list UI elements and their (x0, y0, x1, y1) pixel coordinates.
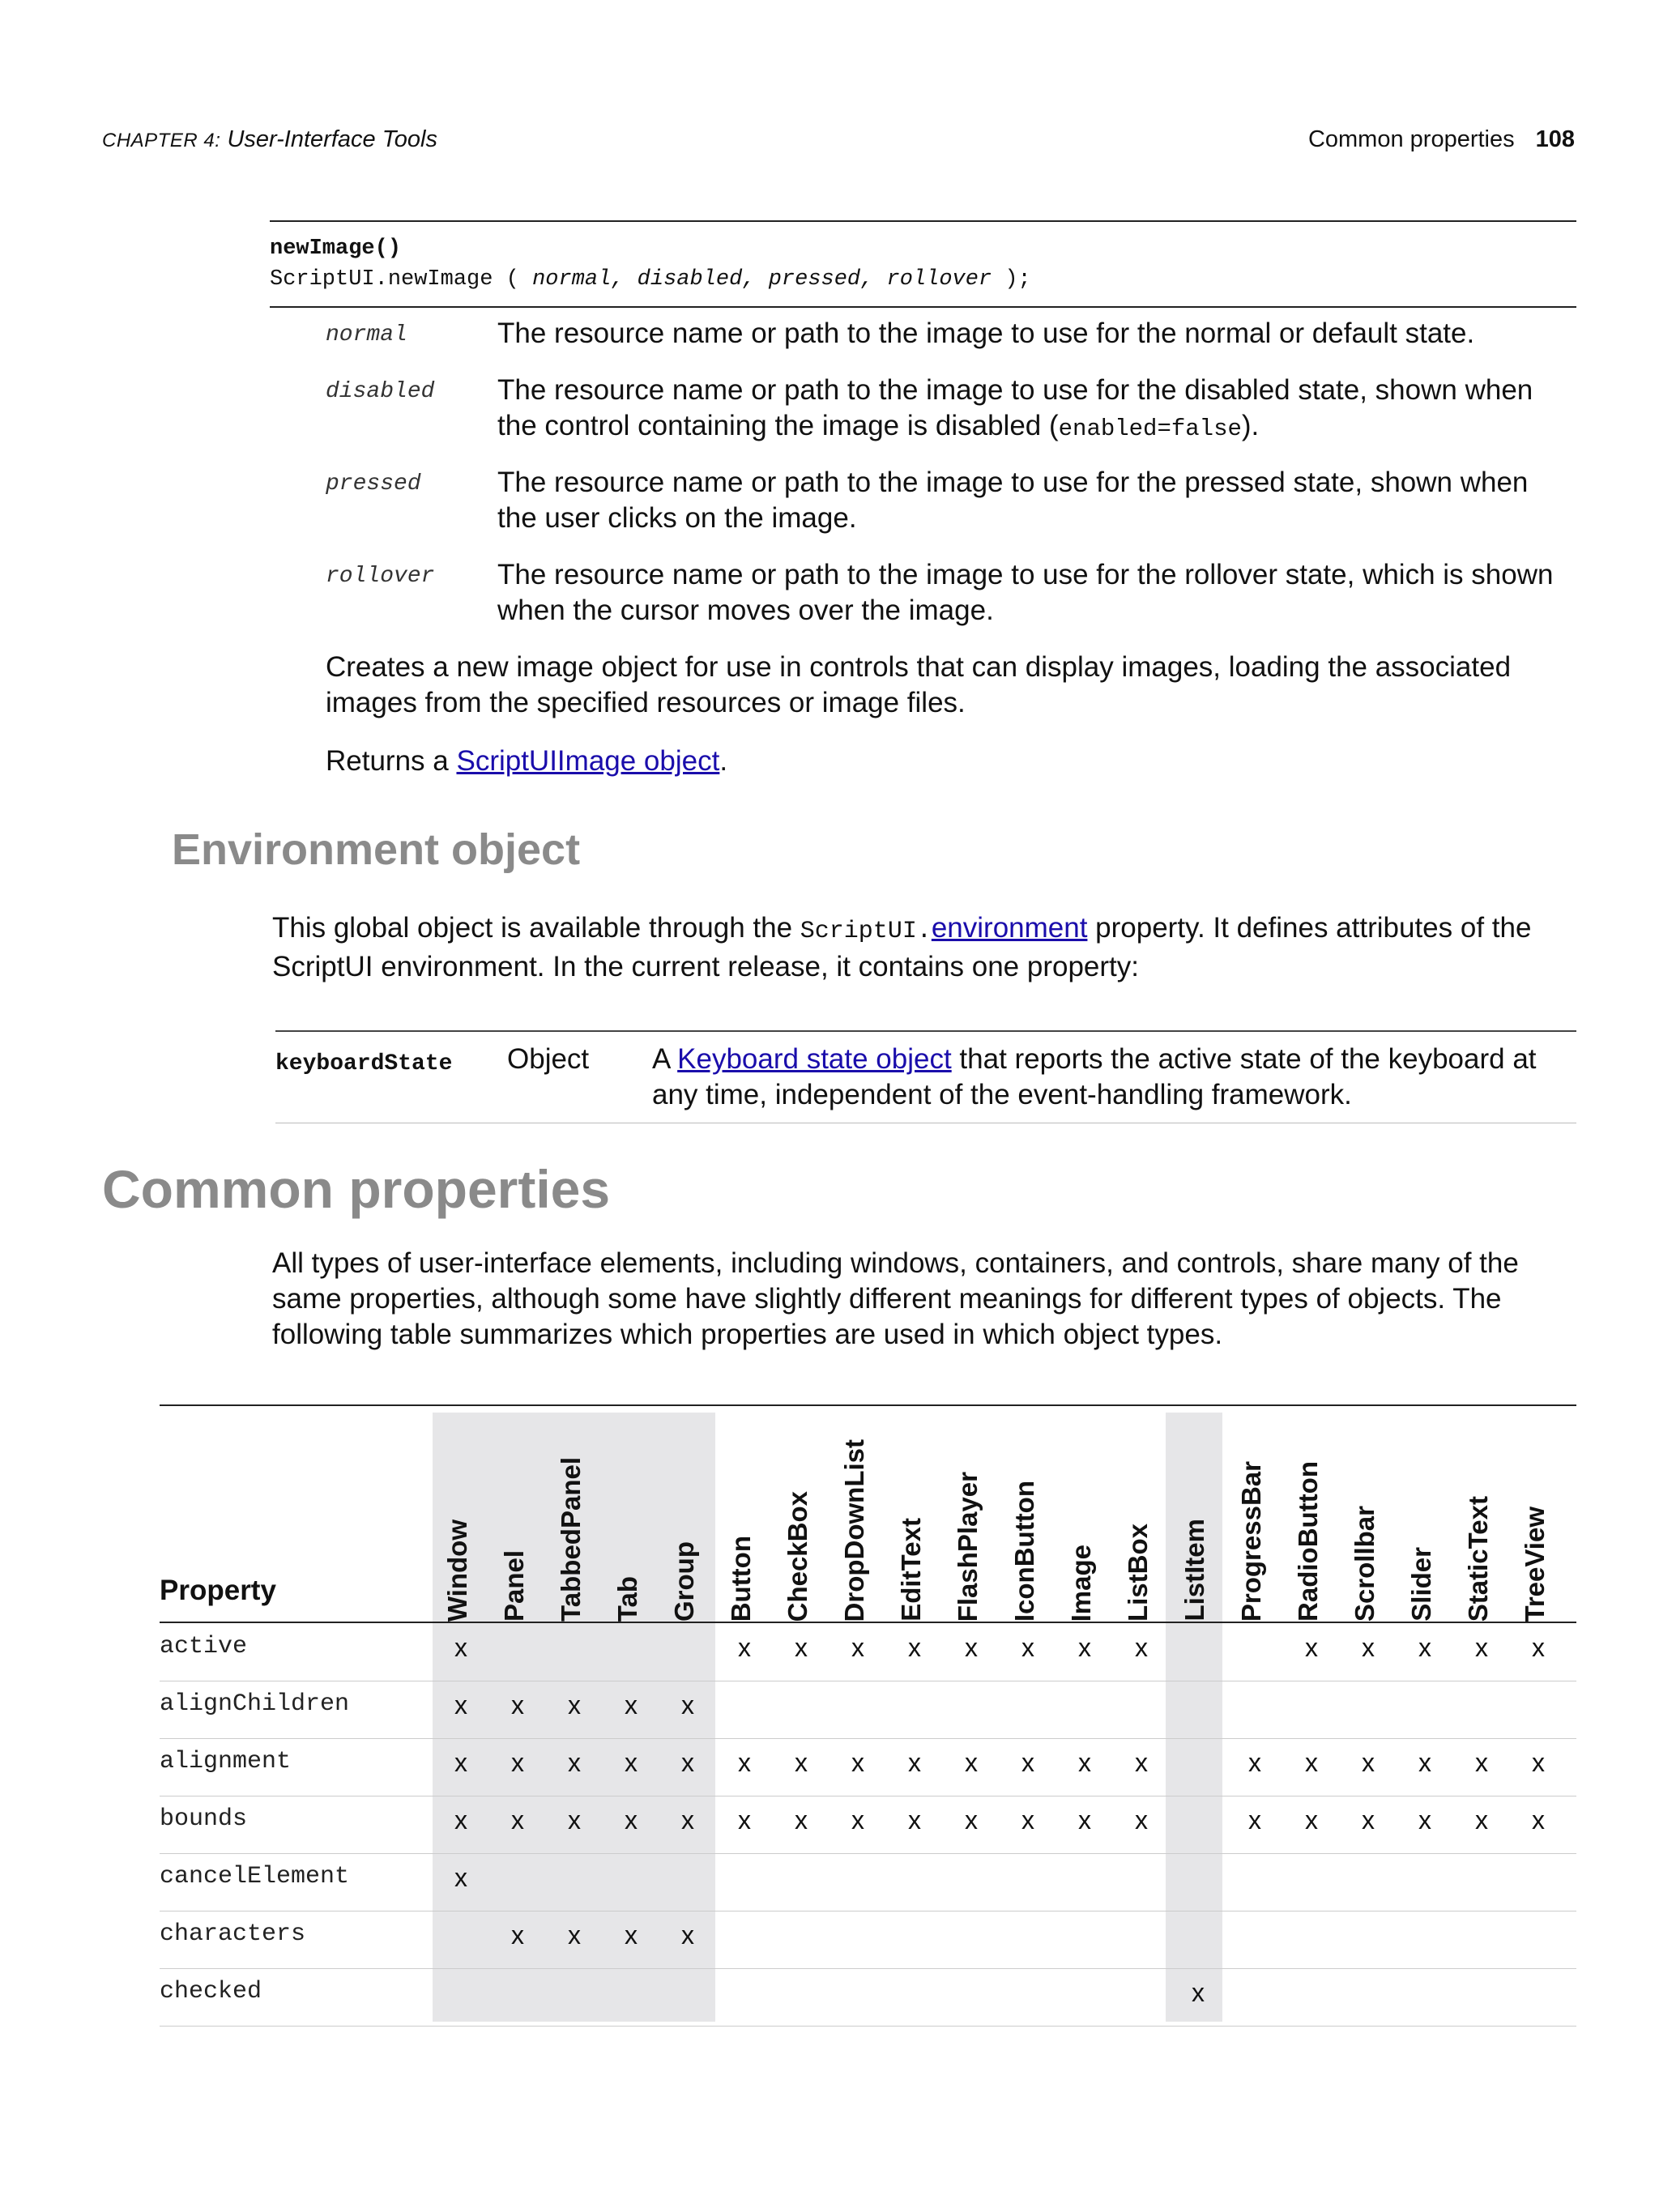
page-header-right (1308, 126, 1575, 153)
table-cell-mark: x (1135, 1748, 1148, 1777)
table-cell-mark: x (1078, 1805, 1091, 1835)
scriptuiimage-object-link[interactable]: ScriptUIImage object (456, 745, 720, 777)
property-name: characters (160, 1920, 306, 1948)
returns-suffix: . (719, 745, 728, 777)
column-header: DropDownList (839, 1438, 869, 1622)
table-row (160, 1853, 1576, 1912)
call-params: normal, disabled, pressed, rollover (532, 267, 992, 292)
table-cell-mark: x (1078, 1633, 1091, 1662)
table-cell-mark: x (1532, 1805, 1545, 1835)
column-header: Window (442, 1519, 472, 1622)
table-cell-mark: x (568, 1920, 581, 1950)
column-header: ListItem (1179, 1519, 1209, 1622)
table-cell-mark: x (625, 1805, 638, 1835)
column-header: FlashPlayer (953, 1471, 983, 1622)
column-header: IconButton (1009, 1480, 1039, 1622)
env-intro-start: This global object is available through the (272, 912, 800, 944)
signature-bottom-rule (270, 306, 1576, 308)
column-header: Scrollbar (1350, 1505, 1380, 1622)
env-prop-desc-start: A (652, 1043, 678, 1075)
table-cell-mark: x (908, 1805, 921, 1835)
table-cell-mark: x (1135, 1633, 1148, 1662)
table-cell-mark: x (908, 1633, 921, 1662)
table-cell-mark: x (851, 1748, 864, 1777)
table-row (160, 1796, 1576, 1854)
property-name: alignChildren (160, 1690, 350, 1718)
env-prop-type: Object (507, 1043, 590, 1075)
table-cell-mark: x (511, 1805, 524, 1835)
property-name: alignment (160, 1748, 292, 1775)
table-cell-mark: x (511, 1690, 524, 1720)
table-cell-mark: x (908, 1748, 921, 1777)
table-cell-mark: x (1135, 1805, 1148, 1835)
table-cell-mark: x (568, 1748, 581, 1777)
table-cell-mark: x (1305, 1633, 1318, 1662)
table-cell-mark: x (1362, 1805, 1375, 1835)
param-name: normal (326, 322, 407, 347)
chapter-title: User-Interface Tools (227, 126, 437, 152)
column-header: Image (1066, 1544, 1096, 1622)
param-desc-end: ). (1241, 410, 1260, 441)
param-desc-code: enabled=false (1058, 416, 1242, 442)
table-cell-mark: x (1532, 1748, 1545, 1777)
column-header: Tab (612, 1575, 642, 1622)
chapter-prefix: CHAPTER 4: (102, 130, 221, 151)
column-header: RadioButton (1293, 1461, 1323, 1622)
param-desc: The resource name or path to the image to use for the rollover state, which is shown when the cursor moves over the image. (497, 559, 1554, 626)
table-cell-mark: x (1021, 1805, 1034, 1835)
table-row (160, 1738, 1576, 1796)
param-desc: The resource name or path to the image to use for the pressed state, shown when the user clicks on the image. (497, 467, 1529, 534)
table-cell-mark: x (1248, 1748, 1261, 1777)
call-prefix: ScriptUI.newImage ( (270, 267, 533, 292)
keyboard-state-link[interactable]: Keyboard state object (677, 1043, 952, 1075)
table-cell-mark: x (851, 1805, 864, 1835)
param-desc-text: The resource name or path to the image to use for the disabled state, shown when the control containing the image is disabled ( (497, 374, 1533, 441)
column-header: ListBox (1123, 1523, 1153, 1622)
table-cell-mark: x (625, 1748, 638, 1777)
table-top-rule (160, 1404, 1576, 1406)
column-headers (160, 1413, 1576, 1622)
param-name: pressed (326, 471, 421, 497)
returns-prefix: Returns a (326, 745, 457, 777)
table-cell-mark: x (1021, 1633, 1034, 1662)
table-cell-mark: x (1192, 1978, 1205, 2007)
table-cell-mark: x (1475, 1633, 1488, 1662)
table-cell-mark: x (681, 1920, 694, 1950)
table-cell-mark: x (851, 1633, 864, 1662)
returns-line (326, 744, 727, 779)
table-cell-mark: x (1078, 1748, 1091, 1777)
table-cell-mark: x (795, 1633, 808, 1662)
table-cell-mark: x (625, 1920, 638, 1950)
column-header: EditText (896, 1518, 926, 1622)
table-cell-mark: x (454, 1863, 467, 1892)
table-cell-mark: x (1362, 1748, 1375, 1777)
table-cell-mark: x (1305, 1805, 1318, 1835)
table-cell-mark: x (965, 1748, 978, 1777)
table-cell-mark: x (625, 1690, 638, 1720)
common-intro: All types of user-interface elements, including windows, containers, and controls, share many of the same properties, although some have slightly different meanings for different types of objects. The following table summarizes which properties are used in which object types. (272, 1247, 1519, 1350)
table-cell-mark: x (965, 1633, 978, 1662)
table-cell-mark: x (568, 1690, 581, 1720)
method-signature (270, 233, 1031, 295)
chapter-header (102, 126, 437, 153)
environment-intro (272, 910, 1576, 985)
page-number: 108 (1535, 126, 1575, 152)
table-row (160, 1911, 1576, 1969)
section-title: Common properties (1307, 126, 1515, 152)
column-header: StaticText (1463, 1495, 1493, 1622)
table-cell-mark: x (1362, 1633, 1375, 1662)
table-cell-mark: x (1475, 1805, 1488, 1835)
table-cell-mark: x (738, 1748, 751, 1777)
env-prop-desc-end: that reports the active state of the keyboard at any time, independent of the event-handling framework. (652, 1043, 1537, 1110)
column-header: Panel (499, 1549, 529, 1622)
column-header: Group (669, 1541, 699, 1622)
table-cell-mark: x (738, 1805, 751, 1835)
param-name: disabled (326, 379, 435, 404)
table-cell-mark: x (1532, 1633, 1545, 1662)
property-name: bounds (160, 1805, 248, 1833)
table-cell-mark: x (795, 1748, 808, 1777)
table-cell-mark: x (1021, 1748, 1034, 1777)
param-name: rollover (326, 564, 435, 589)
table-cell-mark: x (568, 1805, 581, 1835)
column-header: ProgressBar (1236, 1460, 1266, 1622)
column-header: CheckBox (783, 1490, 812, 1622)
property-column-header: Property (160, 1575, 276, 1606)
table-cell-mark: x (511, 1748, 524, 1777)
table-cell-mark: x (1418, 1748, 1431, 1777)
table-row (160, 1681, 1576, 1739)
call-suffix: ); (992, 267, 1031, 292)
table-cell-mark: x (681, 1748, 694, 1777)
column-header: TreeView (1520, 1506, 1550, 1622)
table-cell-mark: x (1418, 1633, 1431, 1662)
method-call (270, 264, 1031, 295)
table-row (160, 1968, 1576, 2027)
method-name: newImage() (270, 237, 402, 261)
table-cell-mark: x (454, 1633, 467, 1662)
table-row (160, 1623, 1576, 1681)
column-header: TabbedPanel (556, 1457, 586, 1622)
property-name: active (160, 1633, 248, 1660)
table-cell-mark: x (454, 1690, 467, 1720)
column-header: Slider (1406, 1547, 1436, 1622)
table-cell-mark: x (454, 1805, 467, 1835)
common-properties-heading: Common properties (102, 1159, 611, 1219)
env-intro-code: ScriptUI. (800, 918, 932, 945)
env-table-top-rule (275, 1030, 1576, 1032)
table-cell-mark: x (965, 1805, 978, 1835)
table-cell-mark: x (681, 1690, 694, 1720)
env-prop-name: keyboardState (275, 1051, 453, 1076)
table-cell-mark: x (1475, 1748, 1488, 1777)
table-cell-mark: x (1305, 1748, 1318, 1777)
param-desc (497, 373, 1575, 447)
table-cell-mark: x (511, 1920, 524, 1950)
table-cell-mark: x (1418, 1805, 1431, 1835)
env-prop-desc (652, 1042, 1576, 1113)
table-cell-mark: x (681, 1805, 694, 1835)
environment-heading: Environment object (172, 825, 581, 874)
property-name: cancelElement (160, 1863, 350, 1890)
property-name: checked (160, 1978, 262, 2005)
signature-top-rule (270, 220, 1576, 222)
env-intro-end: property. It defines attributes of the ScriptUI environment. In the current release, it contains one property: (272, 912, 1532, 982)
table-cell-mark: x (1248, 1805, 1261, 1835)
environment-link[interactable]: environment (931, 912, 1088, 944)
column-header: Button (726, 1535, 756, 1622)
table-cell-mark: x (454, 1748, 467, 1777)
param-desc: The resource name or path to the image to use for the normal or default state. (497, 318, 1475, 349)
method-description: Creates a new image object for use in controls that can display images, loading the associated images from the specified resources or image files. (326, 651, 1512, 718)
table-cell-mark: x (738, 1633, 751, 1662)
table-cell-mark: x (795, 1805, 808, 1835)
